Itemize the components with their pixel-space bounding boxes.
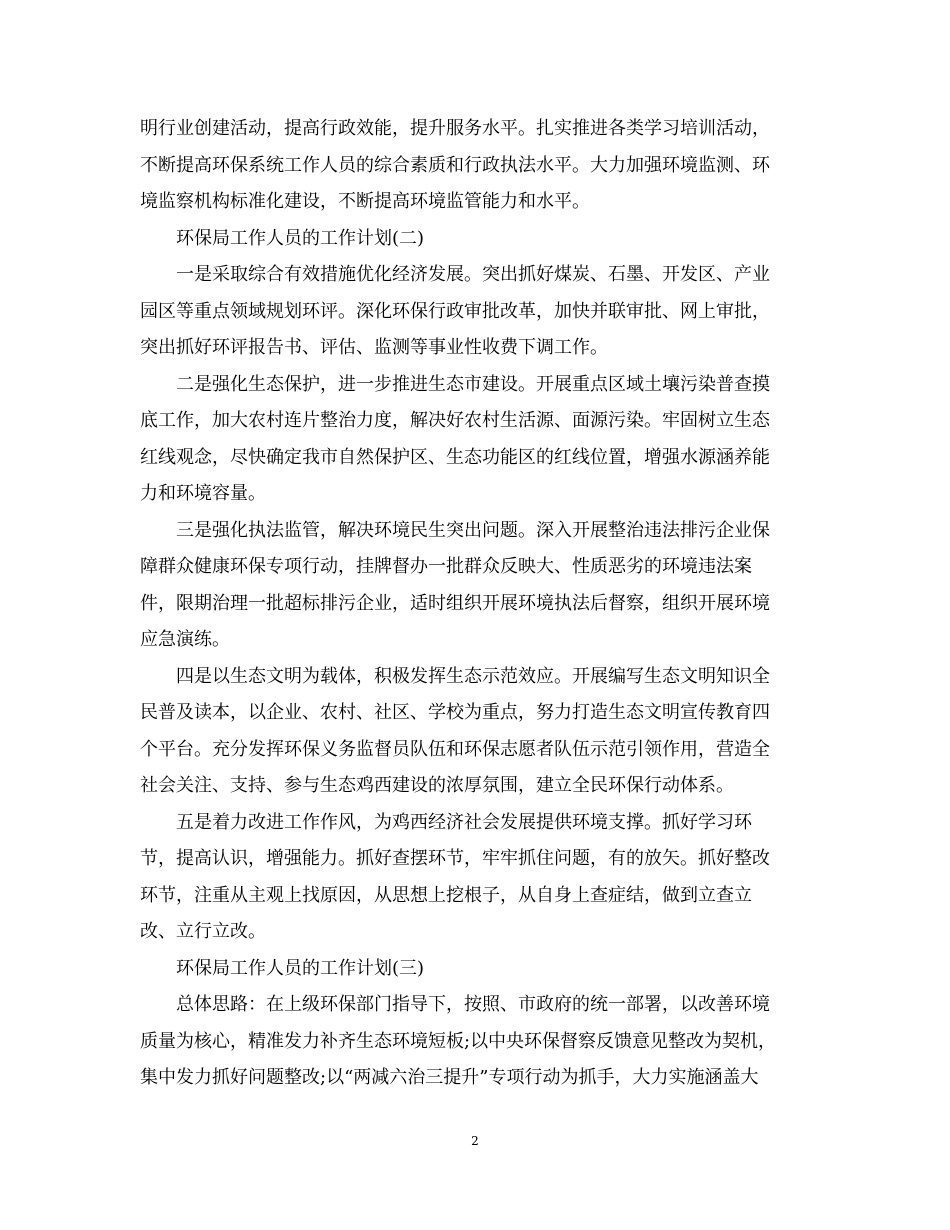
- paragraph-item-1: [140, 257, 810, 367]
- text-line: 底工作，加大农村连片整治力度，解决好农村生活源、面源污染。牢固树立生态: [140, 410, 770, 431]
- text-line: 红线观念，尽快确定我市自然保护区、生态功能区的红线位置，增强水源涵养能: [140, 446, 770, 468]
- text-line: 五是着力改进工作作风，为鸡西经济社会发展提供环境支撑。抓好学习环: [176, 811, 752, 833]
- text-line: 件，限期治理一批超标排污企业，适时组织开展环境执法后督察，组织开展环境: [140, 592, 770, 614]
- text-line: 集中发力抓好问题整改;以“两减六治三提升”专项行动为抓手，大力实施涵盖大: [140, 1067, 759, 1088]
- paragraph-overall: [140, 987, 810, 1097]
- text-line: 明行业创建活动，提高行政效能，提升服务水平。扎实推进各类学习培训活动，: [140, 118, 770, 139]
- text-line: 社会关注、支持、参与生态鸡西建设的浓厚氛围，建立全民环保行动体系。: [140, 775, 734, 796]
- paragraph-item-3: [140, 513, 810, 659]
- section-heading-plan-2: [140, 221, 810, 258]
- text-line: 园区等重点领域规划环评。深化环保行政审批改革，加快并联审批、网上审批，: [140, 300, 770, 322]
- text-line: 一是采取综合有效措施优化经济发展。突出抓好煤炭、石墨、开发区、产业: [176, 264, 770, 285]
- text-line: 突出抓好环评报告书、评估、监测等事业性收费下调工作。: [140, 337, 608, 358]
- text-line: 障群众健康环保专项行动，挂牌督办一批群众反映大、性质恶劣的环境违法案: [140, 556, 752, 577]
- text-line: 三是强化执法监管，解决环境民生突出问题。深入开展整治违法排污企业保: [176, 519, 770, 541]
- text-line: 二是强化生态保护，进一步推进生态市建设。开展重点区域土壤污染普查摸: [176, 373, 770, 395]
- text-line: 民普及读本，以企业、农村、社区、学校为重点，努力打造生态文明宣传教育四: [140, 702, 770, 723]
- text-line: 应急演练。: [140, 629, 230, 650]
- text-line: 总体思路：在上级环保部门指导下，按照、市政府的统一部署，以改善环境: [176, 994, 770, 1015]
- heading-text: 环保局工作人员的工作计划(二): [176, 227, 425, 249]
- paragraph-continuation: [140, 111, 810, 221]
- document-body: [140, 111, 810, 1097]
- text-line: 质量为核心，精准发力补齐生态环境短板;以中央环保督察反馈意见整改为契机，: [140, 1030, 777, 1052]
- page-number: 2: [471, 1134, 479, 1148]
- text-line: 四是以生态文明为载体，积极发挥生态示范效应。开展编写生态文明知识全: [176, 665, 770, 687]
- paragraph-item-2: [140, 367, 810, 513]
- text-line: 改、立行立改。: [140, 921, 266, 942]
- text-line: 力和环境容量。: [140, 483, 266, 504]
- text-line: 境监察机构标准化建设，不断提高环境监管能力和水平。: [140, 191, 590, 212]
- text-line: 节，提高认识，增强能力。抓好查摆环节，牢牢抓住问题，有的放矢。抓好整改: [140, 848, 770, 869]
- paragraph-item-5: [140, 805, 810, 951]
- heading-text: 环保局工作人员的工作计划(三): [176, 957, 425, 979]
- section-heading-plan-3: [140, 951, 810, 988]
- paragraph-item-4: [140, 659, 810, 805]
- text-line: 不断提高环保系统工作人员的综合素质和行政执法水平。大力加强环境监测、环: [140, 154, 770, 176]
- text-line: 个平台。充分发挥环保义务监督员队伍和环保志愿者队伍示范引领作用，营造全: [140, 738, 770, 760]
- text-line: 环节，注重从主观上找原因，从思想上挖根子，从自身上查症结，做到立查立: [140, 884, 752, 906]
